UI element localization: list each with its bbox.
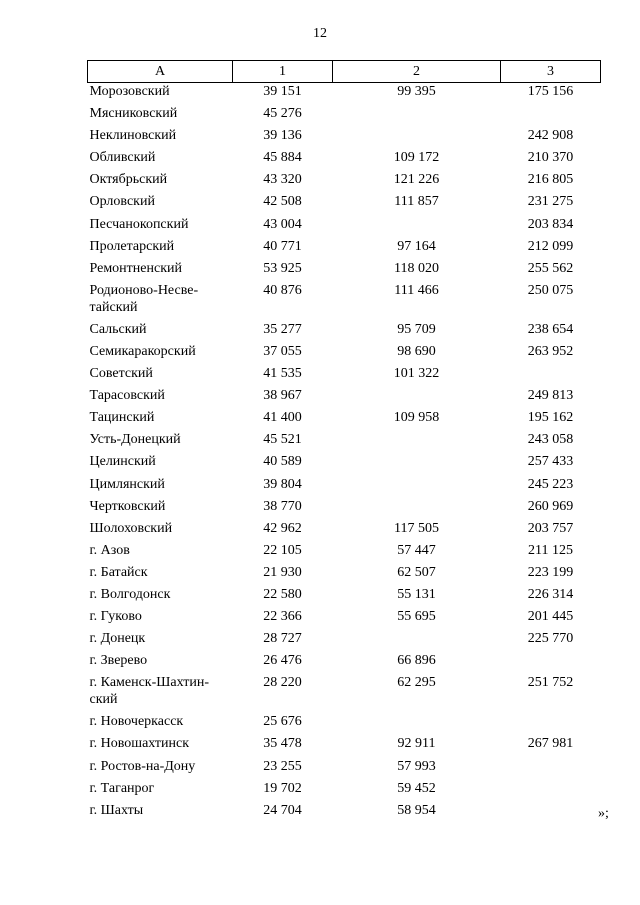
column-1-cell: 43 320 [263,172,302,188]
table-row [88,171,601,193]
column-3-cell: 267 981 [527,736,574,752]
district-name-cell: г. Шахты [89,802,144,818]
district-name-cell: Советский [89,366,153,382]
table-row [88,343,601,365]
district-name-cell: г. Новошахтинск [89,736,190,752]
column-3-cell [501,780,601,802]
table-row [88,735,601,757]
column-2-cell: 117 505 [394,520,439,536]
district-name-cell: Целинский [89,454,156,470]
column-2-cell [333,453,501,475]
column-2-cell [333,127,501,149]
column-3-cell: 201 445 [527,609,574,625]
district-name-cell: г. Волгодонск [89,586,171,602]
column-2-cell: 55 695 [397,609,436,625]
district-name-cell: г. Гуково [89,609,142,625]
column-3-cell: 195 162 [527,410,574,426]
district-name-cell: Тарасовский [89,388,165,404]
column-1-cell: 25 676 [263,714,302,730]
column-3-cell: 250 075 [527,282,574,298]
column-3-cell: 257 433 [527,454,574,470]
column-1-cell: 40 589 [263,454,302,470]
table-row [88,630,601,652]
column-2-cell [333,498,501,520]
district-name-cell: г. Новочеркасск [89,714,184,730]
column-3-cell: 231 275 [527,194,574,210]
district-name-cell: Обливский [89,150,156,166]
column-1-cell: 39 151 [263,84,302,99]
column-1-cell: 45 884 [263,150,302,166]
column-2-cell: 58 954 [397,802,436,818]
page-number: 12 [313,26,327,41]
district-name-cell: Мясниковский [89,106,178,122]
column-3-cell: 210 370 [527,150,574,166]
district-name-cell: Тацинский [89,410,155,426]
district-name-cell: Морозовский [89,84,170,99]
column-2-cell [333,105,501,127]
closing-quote-mark: »; [598,806,609,821]
district-name-cell: Семикаракорский [89,343,196,359]
column-1-cell: 40 876 [263,282,302,298]
column-1-cell: 22 366 [263,609,302,625]
column-2-cell: 109 172 [393,150,440,166]
table-row [88,409,601,431]
district-name-cell: г. Батайск [89,564,148,580]
column-2-cell: 118 020 [394,260,439,276]
table-row [88,498,601,520]
column-2-cell: 59 452 [397,780,436,796]
column-2-cell: 97 164 [397,238,436,254]
column-3-cell [501,652,601,674]
column-2-cell [333,431,501,453]
district-name-cell: Октябрьский [89,172,168,188]
district-name-cell: Усть-Донецкий [89,432,181,448]
column-2-cell: 99 395 [397,84,436,99]
column-2-cell [333,387,501,409]
data-table [87,60,601,824]
column-1-cell: 28 220 [263,675,302,691]
column-1-cell: 45 521 [263,432,302,448]
table-body [88,83,601,824]
column-1-cell: 43 004 [263,216,302,232]
column-3-cell: 203 834 [527,216,574,232]
table-row [88,476,601,498]
column-3-cell: 211 125 [528,542,573,558]
column-3-cell [501,105,601,127]
column-1-cell: 45 276 [263,106,302,122]
column-3-cell [501,758,601,780]
column-1-cell: 41 400 [263,410,302,426]
column-1-cell: 22 105 [263,542,302,558]
district-name-cell: Родионово-Несве- тайский [89,282,199,315]
table-row [88,193,601,215]
column-1-cell: 40 771 [263,238,302,254]
column-1-cell: 35 277 [263,321,302,337]
district-name-cell: г. Зверево [89,653,148,669]
table-row [88,149,601,171]
district-name-cell: Цимлянский [89,476,165,492]
header-cell-3: 3 [501,61,601,83]
district-name-cell: Песчанокопский [89,216,189,232]
table-row [88,802,601,824]
column-2-cell: 109 958 [393,410,440,426]
column-1-cell: 37 055 [263,343,302,359]
table-row [88,431,601,453]
district-name-cell: г. Ростов-на-Дону [89,758,196,774]
column-2-cell [333,476,501,498]
table-row [88,674,601,713]
header-cell-a: А [88,61,233,83]
column-2-cell: 55 131 [397,586,436,602]
column-2-cell: 92 911 [397,736,436,752]
column-1-cell: 38 967 [263,388,302,404]
column-1-cell: 41 535 [263,366,302,382]
column-3-cell: 175 156 [527,84,574,99]
table-row [88,652,601,674]
district-name-cell: Шолоховский [89,520,173,536]
header-cell-2: 2 [333,61,501,83]
table-row [88,758,601,780]
column-1-cell: 26 476 [263,653,302,669]
district-name-cell: Сальский [89,321,147,337]
district-name-cell: г. Азов [89,542,130,558]
table-row [88,387,601,409]
column-2-cell: 95 709 [397,321,436,337]
column-3-cell: 226 314 [527,586,574,602]
column-1-cell: 22 580 [263,586,302,602]
column-3-cell: 243 058 [527,432,574,448]
column-1-cell: 24 704 [263,802,302,818]
column-3-cell: 203 757 [527,520,574,536]
column-2-cell: 121 226 [393,172,440,188]
table-header-row [88,61,601,83]
district-name-cell: Чертковский [89,498,166,514]
district-name-cell: Орловский [89,194,155,210]
district-name-cell: Ремонтненский [89,260,182,276]
column-2-cell: 66 896 [397,653,436,669]
column-1-cell: 42 508 [263,194,302,210]
column-1-cell: 21 930 [263,564,302,580]
column-3-cell [501,802,601,824]
table-row [88,564,601,586]
table-row [88,780,601,802]
column-2-cell: 62 295 [397,675,436,691]
column-2-cell: 57 993 [397,758,436,774]
column-3-cell: 245 223 [527,476,574,492]
district-name-cell: Пролетарский [89,238,175,254]
column-1-cell: 53 925 [263,260,302,276]
column-2-cell [333,630,501,652]
column-1-cell: 39 804 [263,476,302,492]
column-2-cell: 101 322 [393,366,440,382]
table-row [88,105,601,127]
column-1-cell: 28 727 [263,631,302,647]
district-name-cell: Неклиновский [89,128,177,144]
table-row [88,238,601,260]
column-3-cell: 216 805 [527,172,574,188]
column-3-cell: 223 199 [527,564,574,580]
table-row [88,586,601,608]
table-row [88,83,601,106]
district-name-cell: г. Каменск-Шахтин- ский [89,675,210,708]
table-row [88,260,601,282]
district-name-cell: г. Донецк [89,631,146,647]
column-1-cell: 23 255 [263,758,302,774]
table-row [88,520,601,542]
column-1-cell: 42 962 [263,520,302,536]
column-3-cell: 212 099 [527,238,574,254]
table-row [88,127,601,149]
column-3-cell: 225 770 [527,631,574,647]
column-2-cell: 98 690 [397,343,436,359]
table-row [88,713,601,735]
column-2-cell [333,216,501,238]
column-2-cell: 57 447 [397,542,436,558]
column-3-cell: 251 752 [527,675,574,691]
column-3-cell: 238 654 [527,321,574,337]
column-3-cell: 263 952 [527,343,574,359]
column-3-cell [501,713,601,735]
table-row [88,321,601,343]
column-2-cell: 111 466 [394,282,439,298]
column-2-cell: 62 507 [397,564,436,580]
table-row [88,453,601,475]
column-2-cell [333,713,501,735]
district-name-cell: г. Таганрог [89,780,155,796]
table-row [88,216,601,238]
table-row [88,608,601,630]
table-row [88,365,601,387]
table-row [88,542,601,564]
header-cell-1: 1 [233,61,333,83]
column-3-cell: 255 562 [527,260,574,276]
column-1-cell: 35 478 [263,736,302,752]
column-3-cell [501,365,601,387]
column-1-cell: 39 136 [263,128,302,144]
table-row [88,282,601,321]
column-2-cell: 111 857 [394,194,439,210]
column-3-cell: 242 908 [527,128,574,144]
column-3-cell: 260 969 [527,498,574,514]
column-3-cell: 249 813 [527,388,574,404]
column-1-cell: 38 770 [263,498,302,514]
column-1-cell: 19 702 [263,780,302,796]
